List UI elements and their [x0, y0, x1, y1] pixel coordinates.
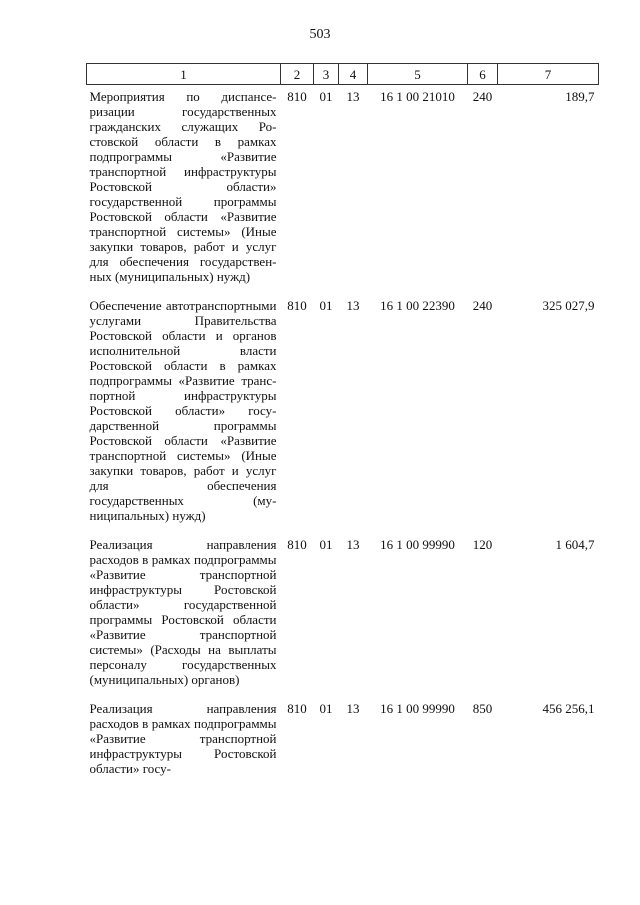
row-subsection-code: 13 [346, 298, 360, 313]
row-expense-type: 120 [472, 537, 493, 552]
row-subsection-code: 13 [346, 537, 360, 552]
row-subsection-code: 13 [346, 89, 360, 104]
row-target-article: 16 1 00 22390 [380, 298, 455, 313]
header-row [87, 64, 599, 85]
row-section-code: 01 [319, 89, 333, 104]
row-target-article: 16 1 00 99990 [380, 701, 455, 716]
table-row [87, 533, 599, 697]
row-amount: 325 027,9 [542, 298, 595, 313]
row-amount: 456 256,1 [542, 701, 595, 716]
table-row [87, 85, 599, 295]
row-description-text: Реализация направления расходов в рамках подпрограммы «Развитие транспортной инфраструктуры Ростовской области» госу- [89, 701, 277, 776]
row-section-code: 01 [319, 701, 333, 716]
row-description: Реализация направления расходов в рамках подпрограммы «Развитие транспортной инфраструктуры Ростовской области» государственной программы Ростовской области «Развитие транспортной системы» (Расходы на выплаты персоналу государственных (муниципальных) органов) [89, 537, 277, 687]
row-description [87, 697, 281, 776]
row-section-code: 01 [319, 298, 333, 313]
row-target-article: 16 1 00 21010 [380, 89, 455, 104]
page-number: 503 [309, 27, 331, 42]
row-target-article: 16 1 00 99990 [380, 537, 455, 552]
budget-table [86, 63, 599, 776]
row-ministry-code: 810 [287, 89, 307, 104]
table-row [87, 294, 599, 533]
col-header-1: 1 [87, 64, 281, 85]
row-expense-type: 850 [472, 701, 493, 716]
col-header-5: 5 [368, 64, 468, 85]
row-section-code: 01 [319, 537, 333, 552]
col-header-7: 7 [498, 64, 599, 85]
table-row [87, 697, 599, 776]
row-expense-type: 240 [472, 298, 493, 313]
col-header-4: 4 [339, 64, 368, 85]
row-description: Мероприятия по диспансеризации государственных гражданских служащих Ростовской области в рамках подпрограммы «Развитие транспортной инфраструктуры Ростовской области» государственной программы Ростовской области «Развитие транспортной системы» (Иные закупки товаров, работ и услуг для обеспечения государственных (муниципальных) нужд) [89, 89, 277, 284]
row-subsection-code: 13 [346, 701, 360, 716]
row-amount: 189,7 [565, 89, 595, 104]
row-ministry-code: 810 [287, 701, 307, 716]
col-header-3: 3 [314, 64, 339, 85]
row-expense-type: 240 [472, 89, 493, 104]
col-header-2: 2 [281, 64, 314, 85]
row-description: Обеспечение автотранспортными услугами Правительства Ростовской области и органов исполнительной власти Ростовской области в рамках подпрограммы «Развитие транспортной инфраструктуры Ростовской области» государственной программы Ростовской области «Развитие транспортной системы» (Иные закупки товаров, работ и услуг для обеспечения государственных (муниципальных) нужд) [89, 298, 277, 523]
row-ministry-code: 810 [287, 537, 307, 552]
row-ministry-code: 810 [287, 298, 307, 313]
col-header-6: 6 [468, 64, 498, 85]
row-amount: 1 604,7 [555, 537, 595, 552]
